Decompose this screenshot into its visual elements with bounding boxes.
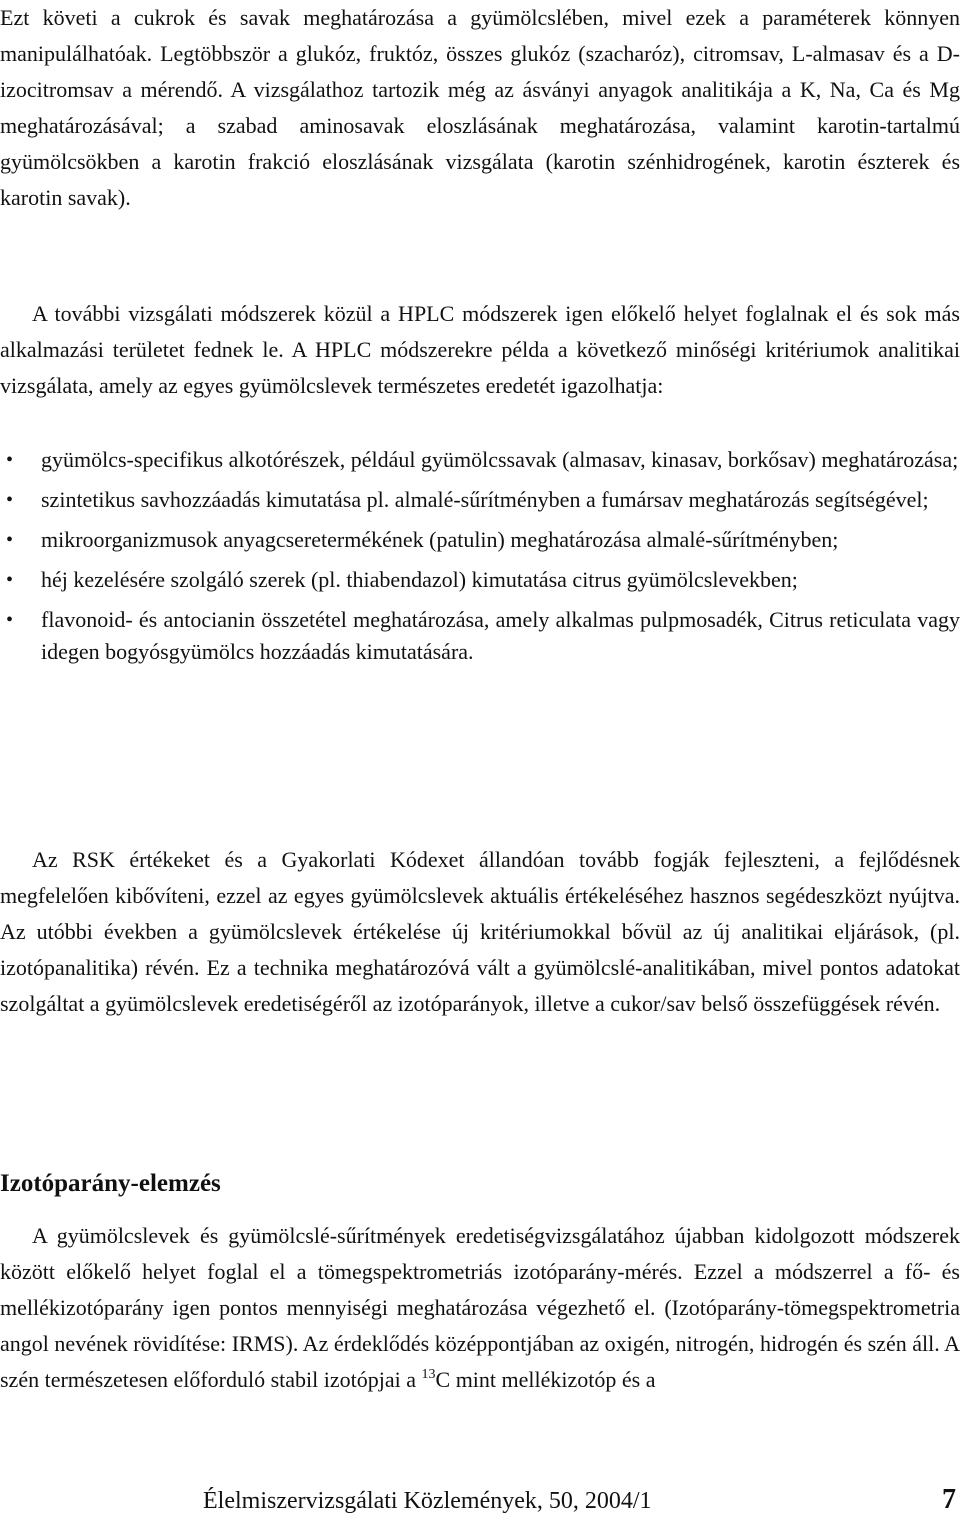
list-item-text: szintetikus savhozzáadás kimutatása pl. almalé-sűrítményben a fumársav meghatározás segítségével; <box>41 487 929 512</box>
page-number: 7 <box>942 1484 956 1515</box>
paragraph-sugars-acids: Ezt követi a cukrok és savak meghatározása a gyümölcslében, mivel ezek a paraméterek könnyen manipulálhatóak. Legtöbbször a glukóz, fruktóz, összes glukóz (szacharóz), citromsav, L-almasav és a D-izocitromsav a mérendő. A vizsgálathoz tartozik még az ásványi anyagok analitikája a K, Na, Ca és Mg meghatározásával; a szabad aminosavak eloszlásának meghatározása, valamint karotin-tartalmú gyümölcsökben a karotin frakció eloszlásának vizsgálata (karotin szénhidrogének, karotin észterek és karotin savak). <box>0 5 960 210</box>
bullet-icon: • <box>6 489 14 511</box>
bullet-icon: • <box>6 449 14 471</box>
list-item <box>0 564 960 596</box>
list-item-text: mikroorganizmusok anyagcseretermékének (patulin) meghatározása almalé-sűrítményben; <box>41 527 839 552</box>
paragraph-rsk-codex: Az RSK értékeket és a Gyakorlati Kódexet állandóan tovább fogják fejleszteni, a fejlődésnek megfelelően kibővíteni, ezzel az egyes gyümölcslevek aktuális értékeléséhez hasznos segédeszközt nyújtva. Az utóbbi években a gyümölcslevek értékelése új kritériumokkal bővül az új analitikai eljárások, (pl. izotópanalitika) révén. Ez a technika meghatározóvá vált a gyümölcslé-analitikában, mivel pontos adatokat szolgáltat a gyümölcslevek eredetiségéről az izotóparányok, illetve a cukor/sav belső összefüggések révén. <box>0 847 960 1016</box>
bullet-icon: • <box>6 529 14 551</box>
superscript-mass-number: 13 <box>421 1367 436 1382</box>
list-item-text: gyümölcs-specifikus alkotórészek, például gyümölcssavak (almasav, kinasav, borkősav) meghatározása; <box>41 447 959 472</box>
list-item-text: héj kezelésére szolgáló szerek (pl. thiabendazol) kimutatása citrus gyümölcslevekben; <box>41 567 798 592</box>
page-footer <box>0 1484 960 1524</box>
list-item <box>0 444 960 476</box>
paragraph-isotope-text-end: C mint mellékizotóp és a <box>435 1367 656 1392</box>
paragraph-isotope-text: A gyümölcslevek és gyümölcslé-sűrítmények eredetiségvizsgálatához újabban kidolgozott módszerek között előkelő helyet foglal el a tömegspektrometriás izotóparány-mérés. Ezzel a módszerrel a fő- és mellékizotóparány igen pontos mennyiségi meghatározása végezhető el. (Izotóparány-tömegspektrometria angol nevének rövidítése: IRMS). Az érdeklődés középpontjában az oxigén, nitrogén, hidrogén és szén áll. A szén természetesen előforduló stabil izotópjai a <box>0 1223 960 1392</box>
list-item <box>0 484 960 516</box>
paragraph-hplc-methods: A további vizsgálati módszerek közül a HPLC módszerek igen előkelő helyet foglalnak el és sok más alkalmazási területet fednek le. A HPLC módszerekre példa a következő minőségi kritériumok analitikai vizsgálata, amely az egyes gyümölcslevek természetes eredetét igazolhatja: <box>0 301 960 398</box>
list-item <box>0 604 960 668</box>
list-item <box>0 524 960 556</box>
bullet-icon: • <box>6 569 14 591</box>
bullet-icon: • <box>6 609 14 631</box>
hplc-criteria-list <box>0 444 960 676</box>
list-item-text: flavonoid- és antocianin összetétel meghatározása, amely alkalmas pulpmosadék, Citrus reticulata vagy idegen bogyósgyümölcs hozzáadás kimutatására. <box>41 607 960 664</box>
paragraph-isotope-ratio <box>0 1218 960 1398</box>
journal-citation: Élelmiszervizsgálati Közlemények, 50, 2004/1 <box>203 1488 652 1514</box>
section-heading: Izotóparány-elemzés <box>0 1170 221 1197</box>
